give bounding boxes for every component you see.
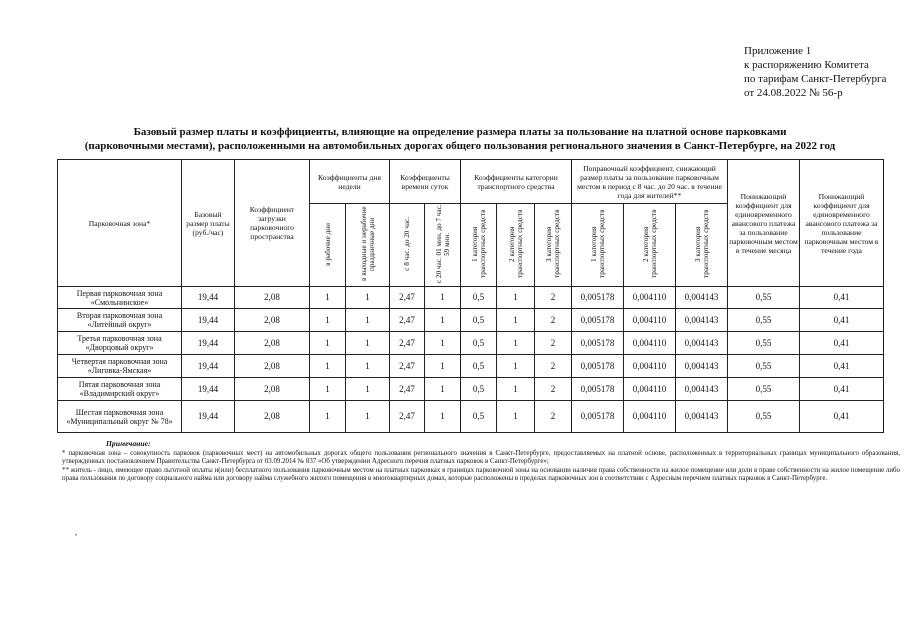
header-category-group: Коэффициенты категории транспортного средства bbox=[461, 160, 572, 204]
notes-heading: Примечание: bbox=[106, 439, 151, 448]
holiday-cell: 1 bbox=[346, 332, 390, 355]
category-2-cell: 1 bbox=[497, 355, 535, 378]
correction-2-cell: 0,004110 bbox=[624, 355, 676, 378]
advance-month-cell: 0,55 bbox=[728, 401, 800, 433]
day-time-cell: 2,47 bbox=[390, 401, 425, 433]
load-coefficient-cell: 2,08 bbox=[235, 355, 310, 378]
zone-name: Первая парковочная зона «Смольнинское» bbox=[58, 287, 182, 309]
base-rate-cell: 19,44 bbox=[182, 332, 235, 355]
header-category-2: 2 категория транспортных средств bbox=[497, 204, 535, 287]
day-time-cell: 2,47 bbox=[390, 332, 425, 355]
day-time-cell: 2,47 bbox=[390, 355, 425, 378]
correction-2-cell: 0,004110 bbox=[624, 401, 676, 433]
header-time-group: Коэффициенты времени суток bbox=[390, 160, 461, 204]
header-advance-year: Понижающий коэффициент для единовременного авансового платежа за пользование парковочным местом в течение года bbox=[800, 160, 884, 287]
correction-1-cell: 0,005178 bbox=[572, 378, 624, 401]
night-time-cell: 1 bbox=[425, 332, 461, 355]
header-category-1: 1 категория транспортных средств bbox=[461, 204, 497, 287]
correction-2-cell: 0,004110 bbox=[624, 378, 676, 401]
holiday-cell: 1 bbox=[346, 401, 390, 433]
zone-name: Шестая парковочная зона «Муниципальный округ № 78» bbox=[58, 401, 182, 433]
footnote-zone: * парковочная зона – совокупность парковок (парковочных мест) на автомобильных дорогах общего пользования регионального значения в Санкт-Петербурге, предоставляемых на платной основе, расположенных в территориальных границах муниципального образования, утвержденных постановлением Правительства Санкт-Петербурга от 03.09.2014 № 837 «Об утверждении Адресного перечня платных парковок в Санкт-Петербурге»; bbox=[62, 449, 900, 466]
header-night-time: с 20 час. 01 мин. до 7 час. 59 мин. bbox=[425, 204, 461, 287]
day-time-cell: 2,47 bbox=[390, 378, 425, 401]
base-rate-cell: 19,44 bbox=[182, 309, 235, 332]
load-coefficient-cell: 2,08 bbox=[235, 378, 310, 401]
table-row bbox=[58, 378, 884, 401]
category-1-cell: 0,5 bbox=[461, 309, 497, 332]
category-3-cell: 2 bbox=[535, 355, 572, 378]
correction-3-cell: 0,004143 bbox=[676, 378, 728, 401]
correction-2-cell: 0,004110 bbox=[624, 309, 676, 332]
night-time-cell: 1 bbox=[425, 401, 461, 433]
load-coefficient-cell: 2,08 bbox=[235, 332, 310, 355]
correction-2-cell: 0,004110 bbox=[624, 287, 676, 309]
advance-month-cell: 0,55 bbox=[728, 355, 800, 378]
night-time-cell: 1 bbox=[425, 309, 461, 332]
workday-cell: 1 bbox=[310, 287, 346, 309]
night-time-cell: 1 bbox=[425, 355, 461, 378]
zone-name: Четвертая парковочная зона «Лиговка-Ямская» bbox=[58, 355, 182, 378]
footnote-resident: ** житель - лицо, имеющее право льготной оплаты и(или) бесплатного пользования парковочным местом на платных парковках в границах парковочной зоны на основании наличия права собственности на жилое помещение или доли в праве собственности на жилое помещение либо права пользования по договору социального найма или договору найма служебного жилого помещения в многоквартирных домах, которые расположены в пределах парковочных зон в соответствии с Адресным перечнем платных парковок в Санкт-Петербурге. bbox=[62, 466, 900, 483]
holiday-cell: 1 bbox=[346, 287, 390, 309]
category-3-cell: 2 bbox=[535, 378, 572, 401]
category-1-cell: 0,5 bbox=[461, 401, 497, 433]
holiday-cell: 1 bbox=[346, 378, 390, 401]
header-correction-category-2: 2 категория транспортных средств bbox=[624, 204, 676, 287]
correction-3-cell: 0,004143 bbox=[676, 309, 728, 332]
advance-month-cell: 0,55 bbox=[728, 309, 800, 332]
correction-3-cell: 0,004143 bbox=[676, 401, 728, 433]
header-holiday: в выходные и нерабочие праздничные дни bbox=[346, 204, 390, 287]
header-correction-category-3: 3 категория транспортных средств bbox=[676, 204, 728, 287]
header-correction-group: Поправочный коэффициент, снижающий размер платы за пользование парковочным местом в период с 8 час. до 20 час. в течение года для жителей** bbox=[572, 160, 728, 204]
header-advance-month: Понижающий коэффициент для единовременного авансового платежа за пользование парковочным местом в течение месяца bbox=[728, 160, 800, 287]
night-time-cell: 1 bbox=[425, 287, 461, 309]
load-coefficient-cell: 2,08 bbox=[235, 309, 310, 332]
workday-cell: 1 bbox=[310, 309, 346, 332]
header-correction-category-1: 1 категория транспортных средств bbox=[572, 204, 624, 287]
title-line: (парковочными местами), расположенными на автомобильных дорогах общего пользования регионального значения в Санкт-Петербурге, на 2022 год bbox=[84, 140, 836, 152]
holiday-cell: 1 bbox=[346, 355, 390, 378]
base-rate-cell: 19,44 bbox=[182, 378, 235, 401]
category-1-cell: 0,5 bbox=[461, 287, 497, 309]
appendix-line: Приложение 1 bbox=[744, 45, 812, 57]
table-row bbox=[58, 355, 884, 378]
category-2-cell: 1 bbox=[497, 309, 535, 332]
base-rate-cell: 19,44 bbox=[182, 355, 235, 378]
advance-month-cell: 0,55 bbox=[728, 378, 800, 401]
notes-section bbox=[62, 440, 900, 484]
tariff-table bbox=[57, 159, 884, 433]
header-load-coefficient: Коэффициент загрузки парковочного пространства bbox=[235, 160, 310, 287]
advance-year-cell: 0,41 bbox=[800, 309, 884, 332]
workday-cell: 1 bbox=[310, 401, 346, 433]
advance-year-cell: 0,41 bbox=[800, 378, 884, 401]
appendix-line: от 24.08.2022 № 56-р bbox=[744, 87, 843, 99]
category-3-cell: 2 bbox=[535, 401, 572, 433]
table-row bbox=[58, 332, 884, 355]
correction-1-cell: 0,005178 bbox=[572, 309, 624, 332]
category-1-cell: 0,5 bbox=[461, 378, 497, 401]
appendix-line: к распоряжению Комитета bbox=[744, 59, 869, 71]
correction-1-cell: 0,005178 bbox=[572, 287, 624, 309]
title-line: Базовый размер платы и коэффициенты, влияющие на определение размера платы за пользование на платной основе парковками bbox=[133, 126, 787, 138]
correction-3-cell: 0,004143 bbox=[676, 332, 728, 355]
workday-cell: 1 bbox=[310, 332, 346, 355]
category-2-cell: 1 bbox=[497, 401, 535, 433]
appendix-block bbox=[744, 44, 904, 100]
category-2-cell: 1 bbox=[497, 378, 535, 401]
day-time-cell: 2,47 bbox=[390, 287, 425, 309]
header-base-rate: Базовый размер платы (руб./час) bbox=[182, 160, 235, 287]
zone-name: Третья парковочная зона «Дворцовый округ» bbox=[58, 332, 182, 355]
holiday-cell: 1 bbox=[346, 309, 390, 332]
advance-month-cell: 0,55 bbox=[728, 287, 800, 309]
category-3-cell: 2 bbox=[535, 309, 572, 332]
table-row bbox=[58, 309, 884, 332]
advance-month-cell: 0,55 bbox=[728, 332, 800, 355]
header-weekday-group: Коэффициенты дня недели bbox=[310, 160, 390, 204]
category-3-cell: 2 bbox=[535, 332, 572, 355]
scan-mark: , bbox=[75, 528, 77, 537]
category-2-cell: 1 bbox=[497, 332, 535, 355]
correction-1-cell: 0,005178 bbox=[572, 355, 624, 378]
correction-2-cell: 0,004110 bbox=[624, 332, 676, 355]
advance-year-cell: 0,41 bbox=[800, 287, 884, 309]
base-rate-cell: 19,44 bbox=[182, 401, 235, 433]
header-zone: Парковочная зона* bbox=[58, 160, 182, 287]
advance-year-cell: 0,41 bbox=[800, 332, 884, 355]
table-row bbox=[58, 287, 884, 309]
table-row bbox=[58, 401, 884, 433]
advance-year-cell: 0,41 bbox=[800, 401, 884, 433]
category-1-cell: 0,5 bbox=[461, 355, 497, 378]
load-coefficient-cell: 2,08 bbox=[235, 287, 310, 309]
header-category-3: 3 категория транспортных средств bbox=[535, 204, 572, 287]
header-workday: в рабочие дни bbox=[310, 204, 346, 287]
workday-cell: 1 bbox=[310, 355, 346, 378]
category-3-cell: 2 bbox=[535, 287, 572, 309]
advance-year-cell: 0,41 bbox=[800, 355, 884, 378]
zone-name: Вторая парковочная зона «Литейный округ» bbox=[58, 309, 182, 332]
category-1-cell: 0,5 bbox=[461, 332, 497, 355]
header-day-time: с 8 час. до 20 час. bbox=[390, 204, 425, 287]
document-title bbox=[30, 125, 890, 153]
base-rate-cell: 19,44 bbox=[182, 287, 235, 309]
day-time-cell: 2,47 bbox=[390, 309, 425, 332]
correction-3-cell: 0,004143 bbox=[676, 287, 728, 309]
load-coefficient-cell: 2,08 bbox=[235, 401, 310, 433]
workday-cell: 1 bbox=[310, 378, 346, 401]
correction-3-cell: 0,004143 bbox=[676, 355, 728, 378]
category-2-cell: 1 bbox=[497, 287, 535, 309]
zone-name: Пятая парковочная зона «Владимирский округ» bbox=[58, 378, 182, 401]
correction-1-cell: 0,005178 bbox=[572, 332, 624, 355]
correction-1-cell: 0,005178 bbox=[572, 401, 624, 433]
appendix-line: по тарифам Санкт-Петербурга bbox=[744, 73, 887, 85]
night-time-cell: 1 bbox=[425, 378, 461, 401]
